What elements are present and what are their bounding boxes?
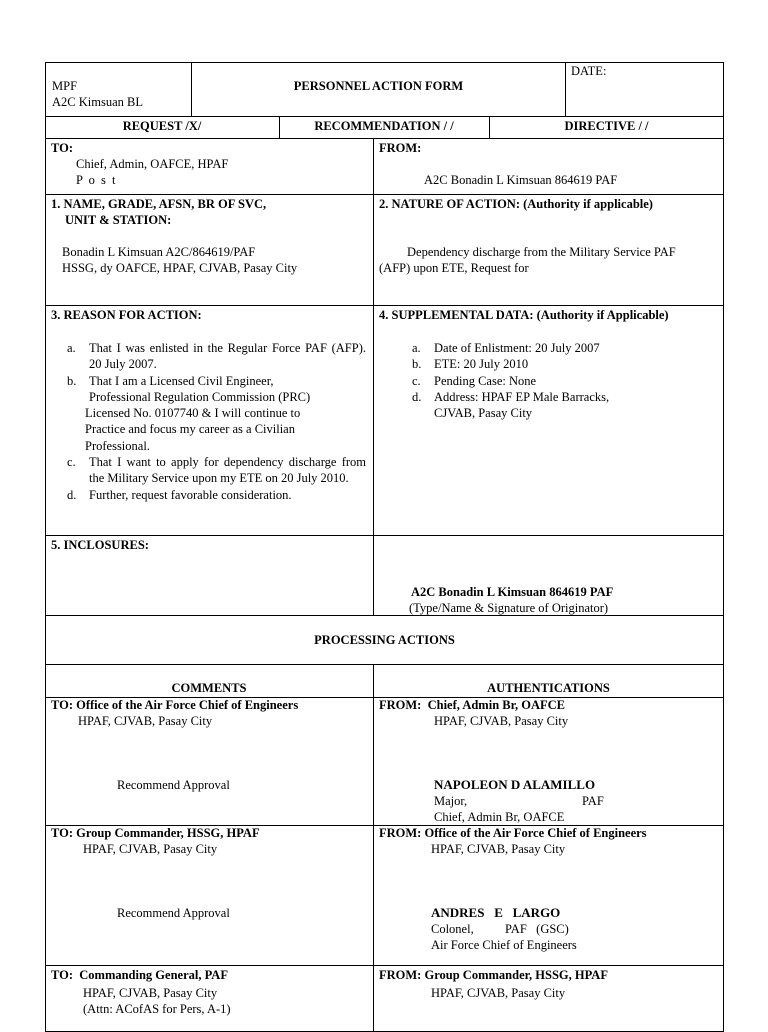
- divider: [373, 138, 374, 616]
- routing-from: FROM: Group Commander, HSSG, HPAF: [379, 968, 608, 982]
- comment-text: Recommend Approval: [117, 906, 230, 920]
- routing-to: TO: Office of the Air Force Chief of Engineers: [51, 698, 299, 712]
- mpf-label: MPF: [52, 79, 78, 93]
- date-label: DATE:: [571, 64, 607, 78]
- list-item: c. Pending Case: None: [412, 373, 537, 388]
- section3-label: 3. REASON FOR ACTION:: [51, 308, 202, 322]
- signer-name: NAPOLEON D ALAMILLO: [434, 777, 596, 792]
- section2-label: 2. NATURE OF ACTION: (Authority if applicable): [379, 197, 653, 211]
- signer-position: Air Force Chief of Engineers: [431, 938, 577, 952]
- signer-service: PAF (GSC): [505, 922, 569, 936]
- list-item: d. Address: HPAF EP Male Barracks, CJVAB, Pasay City: [412, 389, 610, 421]
- list-item: a. That I was enlisted in the Regular Force PAF (AFP). 20 July 2007.: [67, 341, 366, 372]
- divider: [45, 664, 724, 665]
- divider: [45, 965, 724, 966]
- list-item: b. That I am a Licensed Civil Engineer, Professional Regulation Commission (PRC) Licensed No. 0107740 & I will continue to Practice and focus my career as a Civilian Professional.: [67, 373, 311, 453]
- comment-text: Recommend Approval: [117, 778, 230, 792]
- list-item: c. That I want to apply for dependency discharge from the Military Service upon my ETE on 20 July 2010.: [67, 455, 366, 486]
- recommendation-option: RECOMMENDATION / /: [314, 119, 454, 133]
- routing-from: FROM: Office of the Air Force Chief of Engineers: [379, 826, 647, 840]
- to-line: P o s t: [76, 173, 117, 187]
- signer-rank: Colonel,: [431, 922, 474, 936]
- divider: [45, 615, 724, 616]
- routing-location: HPAF, CJVAB, Pasay City: [431, 842, 566, 856]
- from-label: FROM:: [379, 141, 422, 155]
- reason-list: [51, 340, 366, 503]
- section4-label: 4. SUPPLEMENTAL DATA: (Authority if Applicable): [379, 308, 669, 322]
- comments-header: COMMENTS: [171, 681, 247, 695]
- divider: [45, 194, 724, 195]
- routing-to: TO: Group Commander, HSSG, HPAF: [51, 826, 260, 840]
- signer-name: ANDRES E LARGO: [431, 905, 561, 920]
- list-item: a. Date of Enlistment: 20 July 2007: [412, 341, 600, 355]
- divider: [45, 116, 724, 117]
- authentications-header: AUTHENTICATIONS: [487, 681, 610, 695]
- routing-location: HPAF, CJVAB, Pasay City: [78, 714, 213, 728]
- list-item: b. ETE: 20 July 2010: [412, 357, 529, 372]
- request-option: REQUEST /X/: [122, 119, 202, 133]
- section1-value: Bonadin L Kimsuan A2C/864619/PAF: [62, 245, 256, 259]
- signer-service: PAF: [582, 794, 604, 808]
- routing-attention: (Attn: ACofAS for Pers, A-1): [83, 1002, 231, 1016]
- directive-option: DIRECTIVE / /: [564, 119, 649, 133]
- processing-title: PROCESSING ACTIONS: [314, 633, 455, 647]
- to-label: TO:: [51, 141, 73, 155]
- from-value: A2C Bonadin L Kimsuan 864619 PAF: [424, 173, 618, 187]
- divider: [45, 138, 724, 139]
- routing-location: HPAF, CJVAB, Pasay City: [431, 986, 566, 1000]
- supplemental-list: [396, 340, 696, 421]
- section1-value: HSSG, dy OAFCE, HPAF, CJVAB, Pasay City: [62, 261, 298, 275]
- routing-location: HPAF, CJVAB, Pasay City: [83, 842, 218, 856]
- originator-name: A2C Bonadin L Kimsuan 864619 PAF: [411, 585, 614, 599]
- section2-value: (AFP) upon ETE, Request for: [379, 261, 529, 275]
- routing-location: HPAF, CJVAB, Pasay City: [83, 986, 218, 1000]
- list-item: d. Further, request favorable consideration.: [67, 487, 292, 502]
- section2-value: Dependency discharge from the Military Service PAF: [407, 245, 676, 259]
- divider: [373, 664, 374, 1032]
- form-title: PERSONNEL ACTION FORM: [293, 79, 464, 93]
- section1-label: 1. NAME, GRADE, AFSN, BR OF SVC,: [51, 197, 267, 211]
- divider: [565, 62, 566, 117]
- divider: [45, 305, 724, 306]
- routing-location: HPAF, CJVAB, Pasay City: [434, 714, 569, 728]
- to-line: Chief, Admin, OAFCE, HPAF: [76, 157, 229, 171]
- divider: [45, 535, 724, 536]
- section1-label: UNIT & STATION:: [65, 213, 172, 227]
- routing-to: TO: Commanding General, PAF: [51, 968, 228, 982]
- section5-label: 5. INCLOSURES:: [51, 538, 149, 552]
- signer-rank: Major,: [434, 794, 468, 808]
- header-name: A2C Kimsuan BL: [52, 95, 143, 109]
- signer-position: Chief, Admin Br, OAFCE: [434, 810, 565, 824]
- originator-caption: (Type/Name & Signature of Originator): [409, 601, 609, 615]
- routing-from: FROM: Chief, Admin Br, OAFCE: [379, 698, 566, 712]
